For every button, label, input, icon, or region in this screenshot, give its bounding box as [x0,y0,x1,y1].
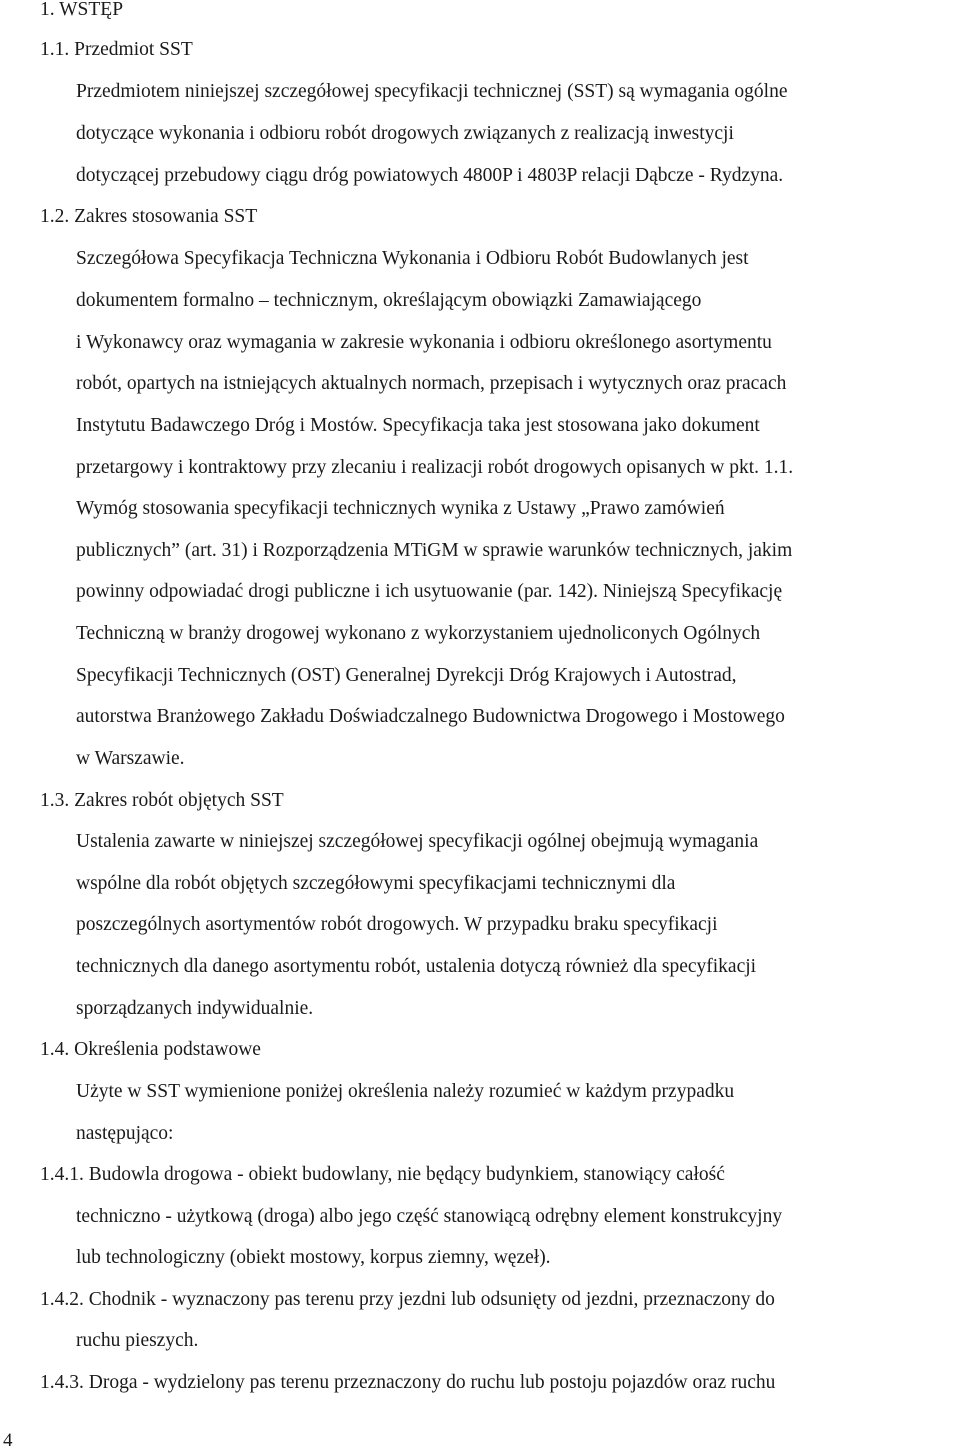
paragraph-line: i Wykonawcy oraz wymagania w zakresie wykonania i odbioru określonego asortymentu [76,332,772,353]
paragraph-line: techniczno - użytkową (droga) albo jego część stanowiącą odrębny element konstrukcyjny [76,1206,783,1227]
subsection-heading-1-1: 1.1. Przedmiot SST [40,39,193,60]
paragraph-line: wspólne dla robót objętych szczegółowymi specyfikacjami technicznymi dla [76,873,676,894]
paragraph-line: Instytutu Badawczego Dróg i Mostów. Specyfikacja taka jest stosowana jako dokument [76,415,760,436]
definition-1-4-3: 1.4.3. Droga - wydzielony pas terenu przeznaczony do ruchu lub postoju pojazdów oraz ruchu [40,1372,776,1393]
paragraph-line: robót, opartych na istniejących aktualnych normach, przepisach i wytycznych oraz pracach [76,373,787,394]
paragraph-line: Przedmiotem niniejszej szczegółowej specyfikacji technicznej (SST) są wymagania ogólne [76,81,788,102]
paragraph-line: następująco: [76,1123,174,1144]
paragraph-line: autorstwa Branżowego Zakładu Doświadczalnego Budownictwa Drogowego i Mostowego [76,706,785,727]
paragraph-line: ruchu pieszych. [76,1330,199,1351]
paragraph-line: Użyte w SST wymienione poniżej określenia należy rozumieć w każdym przypadku [76,1081,735,1102]
subsection-heading-1-2: 1.2. Zakres stosowania SST [40,206,258,227]
paragraph-line: w Warszawie. [76,748,185,769]
subsection-heading-1-4: 1.4. Określenia podstawowe [40,1039,261,1060]
paragraph-line: Wymóg stosowania specyfikacji technicznych wynika z Ustawy „Prawo zamówień [76,498,725,519]
paragraph-line: technicznych dla danego asortymentu robót, ustalenia dotyczą również dla specyfikacji [76,956,757,977]
definition-1-4-2: 1.4.2. Chodnik - wyznaczony pas terenu przy jezdni lub odsunięty od jezdni, przeznaczony do [40,1289,775,1310]
section-title: 1. WSTĘP [40,0,124,20]
paragraph-line: publicznych” (art. 31) i Rozporządzenia MTiGM w sprawie warunków technicznych, jakim [76,540,793,561]
paragraph-line: dokumentem formalno – technicznym, określającym obowiązki Zamawiającego [76,290,702,311]
paragraph-line: Specyfikacji Technicznych (OST) Generalnej Dyrekcji Dróg Krajowych i Autostrad, [76,665,737,686]
subsection-heading-1-3: 1.3. Zakres robót objętych SST [40,790,284,811]
paragraph-line: Szczegółowa Specyfikacja Techniczna Wykonania i Odbioru Robót Budowlanych jest [76,248,749,269]
paragraph-line: powinny odpowiadać drogi publiczne i ich usytuowanie (par. 142). Niniejszą Specyfikację [76,581,783,602]
paragraph-line: Ustalenia zawarte w niniejszej szczegółowej specyfikacji ogólnej obejmują wymagania [76,831,759,852]
paragraph-line: dotyczące wykonania i odbioru robót drogowych związanych z realizacją inwestycji [76,123,734,144]
paragraph-line: sporządzanych indywidualnie. [76,998,314,1019]
page-number: 4 [3,1430,13,1451]
paragraph-line: przetargowy i kontraktowy przy zlecaniu i realizacji robót drogowych opisanych w pkt. 1.1. [76,457,794,478]
definition-1-4-1: 1.4.1. Budowla drogowa - obiekt budowlany, nie będący budynkiem, stanowiący całość [40,1164,725,1185]
paragraph-line: lub technologiczny (obiekt mostowy, korpus ziemny, węzeł). [76,1247,551,1268]
paragraph-line: Techniczną w branży drogowej wykonano z wykorzystaniem ujednoliconych Ogólnych [76,623,761,644]
paragraph-line: dotyczącej przebudowy ciągu dróg powiatowych 4800P i 4803P relacji Dąbcze - Rydzyna. [76,165,784,186]
paragraph-line: poszczególnych asortymentów robót drogowych. W przypadku braku specyfikacji [76,914,718,935]
